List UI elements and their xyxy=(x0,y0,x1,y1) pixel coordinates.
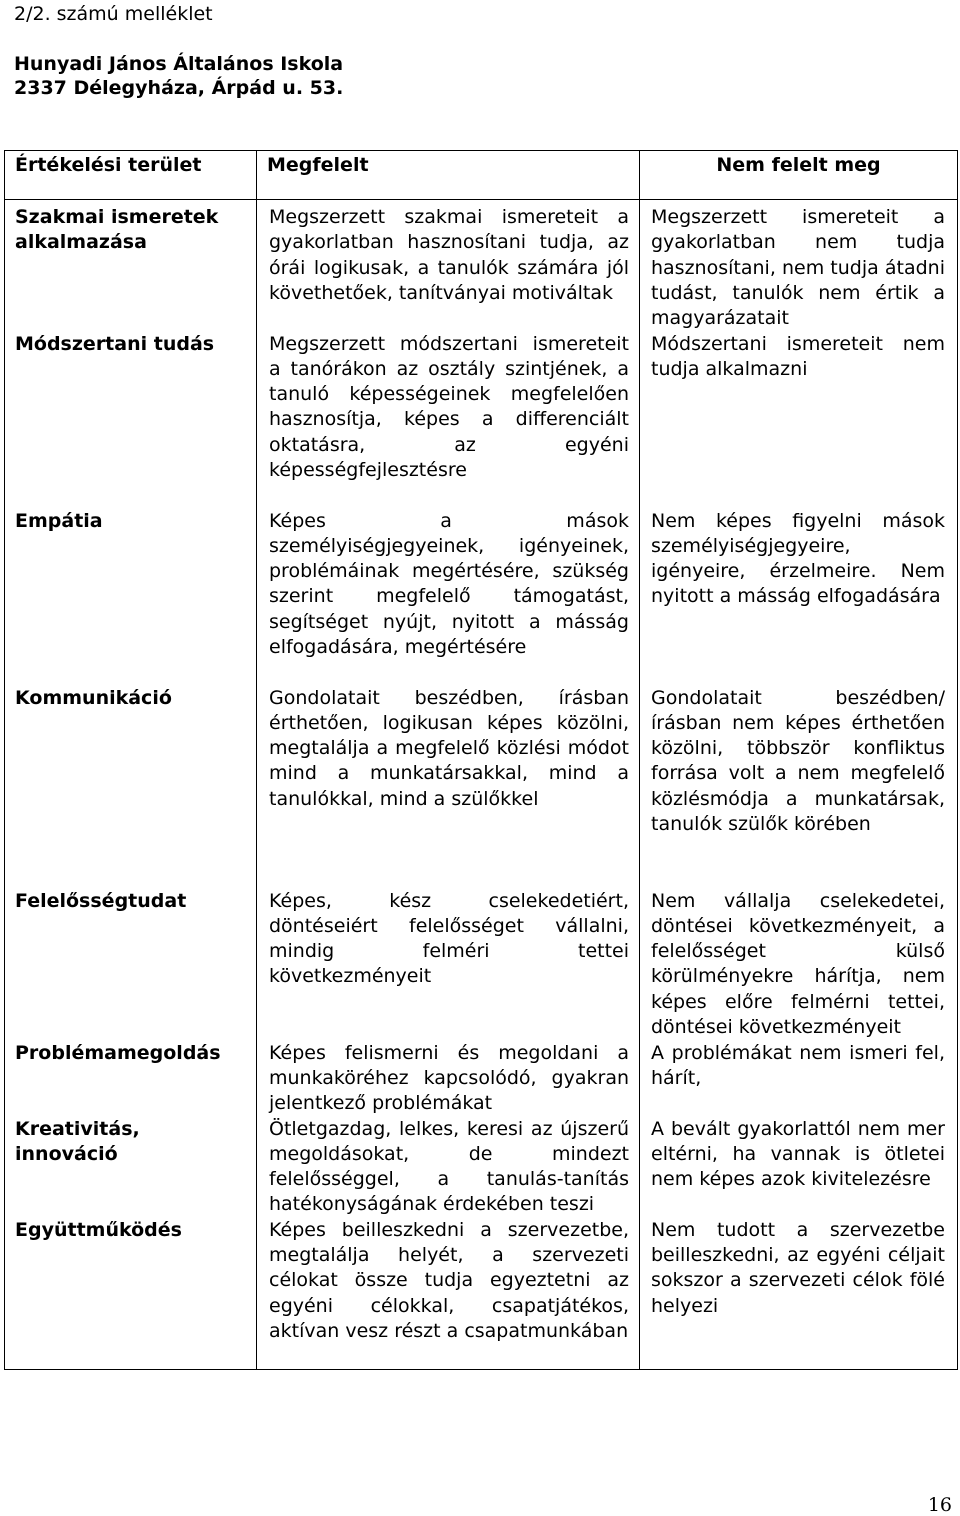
school-header xyxy=(14,52,343,100)
row-area: Kommunikáció xyxy=(5,686,257,889)
table-row xyxy=(5,686,958,889)
annex-label: 2/2. számú melléklet xyxy=(14,3,213,25)
row-met: Képes beilleszkedni a szervezetbe, megtalálja helyét, a szervezeti célokat össze tudja egyeztetni az egyéni célokkal, csapatjátékos, aktívan vesz részt a csapatmunkában xyxy=(257,1218,640,1370)
row-met: Képes, kész cselekedetiért, döntéseiért felelősséget vállalni, mindig felméri tettei következményeit xyxy=(257,889,640,1041)
table-row xyxy=(5,1218,958,1370)
school-address: 2337 Délegyháza, Árpád u. 53. xyxy=(14,77,344,99)
row-not-met: Nem vállalja cselekedetei, döntései következményeit, a felelősséget külső körülményekre hárítja, nem képes előre felmérni tettei, döntései következményeit xyxy=(640,889,958,1041)
row-not-met: Nem tudott a szervezetbe beilleszkedni, az egyéni céljait sokszor a szervezeti célok fölé helyezi xyxy=(640,1218,958,1370)
row-not-met: Gondolatait beszédben/írásban nem képes érthetően közölni, többször konfliktus forrása volt a nem megfelelő közlésmódja a munkatársak, tanulók szülők körében xyxy=(640,686,958,889)
table-row xyxy=(5,1041,958,1117)
row-not-met: Módszertani ismereteit nem tudja alkalmazni xyxy=(640,332,958,509)
row-area: Felelősségtudat xyxy=(5,889,257,1041)
evaluation-table xyxy=(4,150,958,1370)
table-row xyxy=(5,509,958,686)
header-not-met: Nem felelt meg xyxy=(640,151,958,200)
row-met: Megszerzett módszertani ismereteit a tanórákon az osztály szintjének, a tanuló képességeinek megfelelően hasznosítja, képes a differenciált oktatásra, az egyéni képességfejlesztésre xyxy=(257,332,640,509)
row-not-met: A bevált gyakorlattól nem mer eltérni, ha vannak is ötletei nem képes azok kivitelezésre xyxy=(640,1117,958,1218)
table-row xyxy=(5,200,958,332)
row-area: Problémamegoldás xyxy=(5,1041,257,1117)
table-header-row xyxy=(5,151,958,200)
row-not-met: Nem képes figyelni mások személyiségjegyeire, igényeire, érzelmeire. Nem nyitott a másság elfogadására xyxy=(640,509,958,686)
school-name: Hunyadi János Általános Iskola xyxy=(14,53,344,75)
row-met: Gondolatait beszédben, írásban érthetően, logikusan képes közölni, megtalálja a megfelelő közlési módot mind a munkatársakkal, mind a tanulókkal, mind a szülőkkel xyxy=(257,686,640,889)
row-not-met: A problémákat nem ismeri fel, hárít, xyxy=(640,1041,958,1117)
row-area: Módszertani tudás xyxy=(5,332,257,509)
table-row xyxy=(5,889,958,1041)
header-area: Értékelési terület xyxy=(5,151,257,200)
header-met: Megfelelt xyxy=(257,151,640,200)
page-number: 16 xyxy=(927,1494,952,1516)
table-row xyxy=(5,332,958,509)
row-met: Képes a mások személyiségjegyeinek, igényeinek, problémáinak megértésére, szükség szerint megfelelő támogatást, segítséget nyújt, nyitott a másság elfogadására, megértésére xyxy=(257,509,640,686)
row-met: Ötletgazdag, lelkes, keresi az újszerű megoldásokat, de mindezt felelősséggel, a tanulás-tanítás hatékonyságának érdekében teszi xyxy=(257,1117,640,1218)
table-row xyxy=(5,1117,958,1218)
row-area: Együttműködés xyxy=(5,1218,257,1370)
row-not-met: Megszerzett ismereteit a gyakorlatban nem tudja hasznosítani, nem tudja átadni tudást, tanulók nem értik a magyarázatait xyxy=(640,200,958,332)
row-area: Szakmai ismeretek alkalmazása xyxy=(5,200,257,332)
row-area: Empátia xyxy=(5,509,257,686)
row-met: Megszerzett szakmai ismereteit a gyakorlatban hasznosítani tudja, az órái logikusak, a tanulók számára jól követhetőek, tanítványai motiváltak xyxy=(257,200,640,332)
row-met: Képes felismerni és megoldani a munkaköréhez kapcsolódó, gyakran jelentkező problémákat xyxy=(257,1041,640,1117)
row-area: Kreativitás, innováció xyxy=(5,1117,257,1218)
